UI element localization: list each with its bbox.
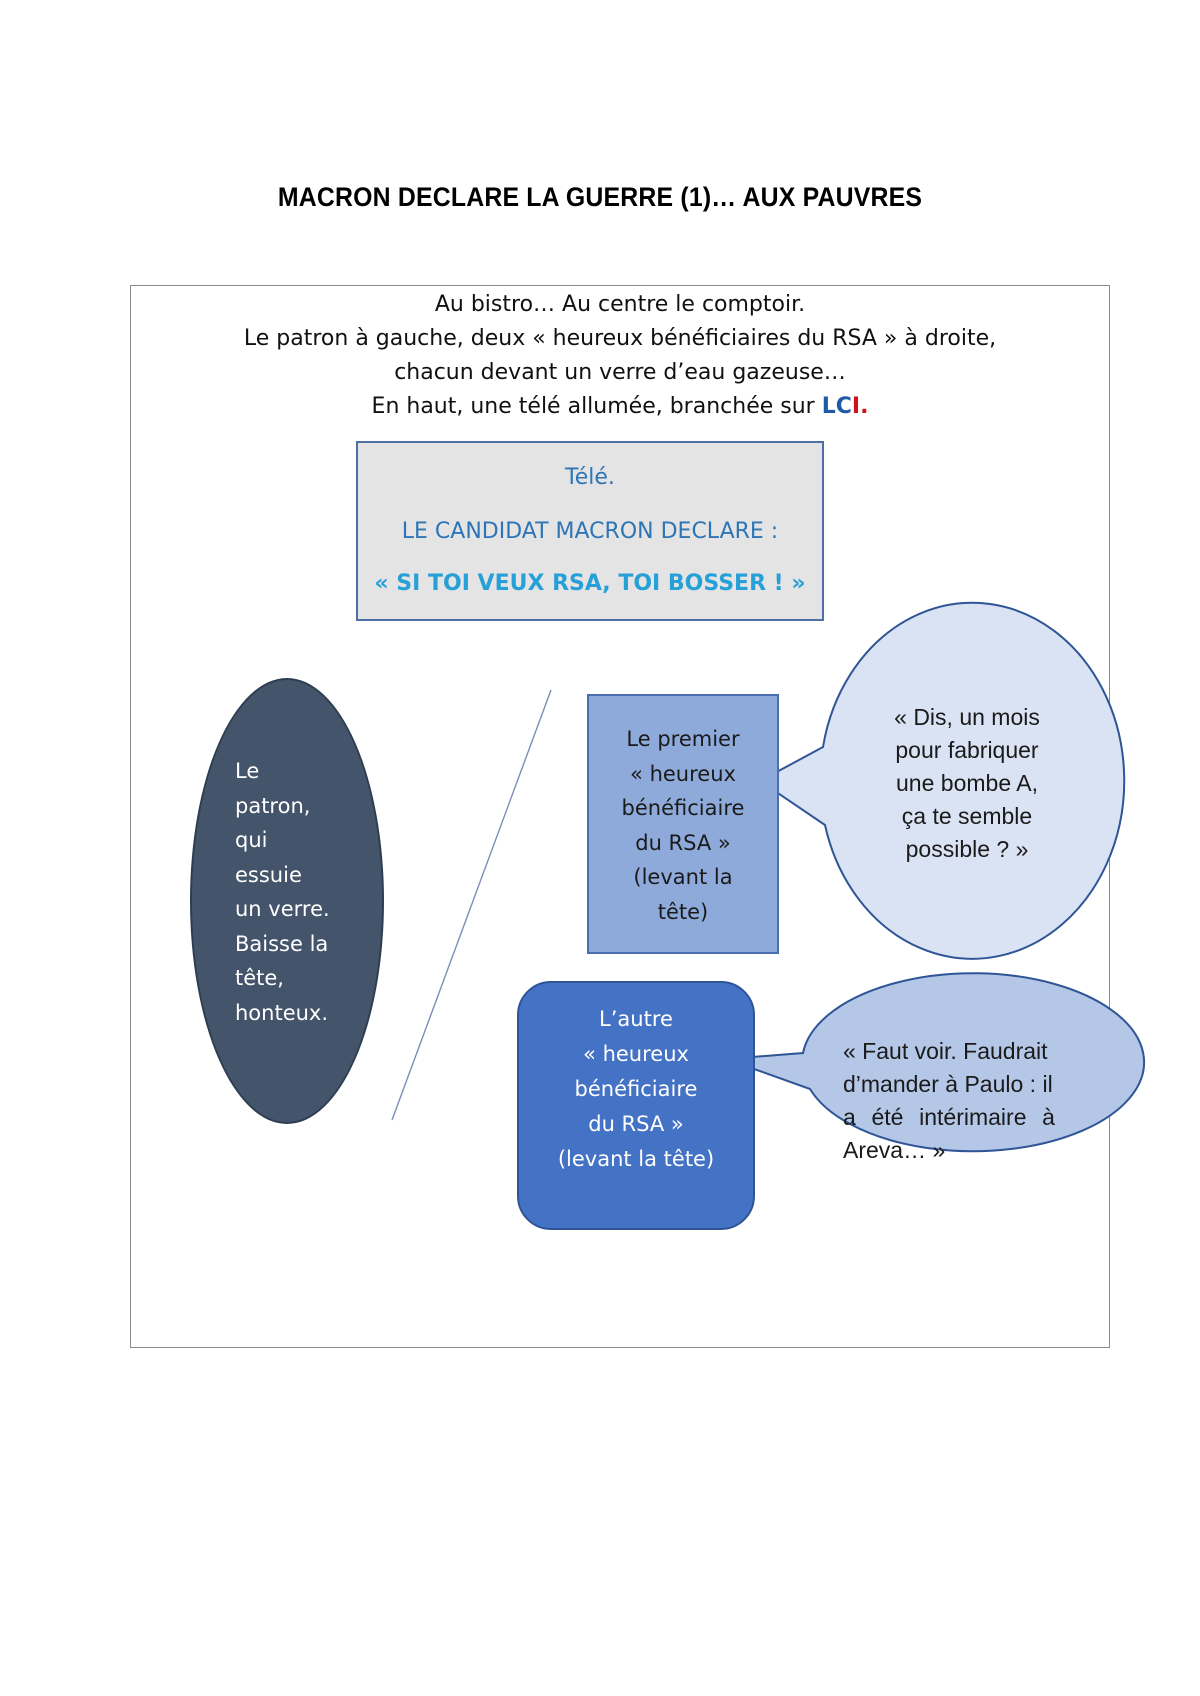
premier-line: Le premier	[626, 727, 740, 751]
bubble-2-word: intérimaire	[919, 1104, 1027, 1130]
patron-line: tête,	[235, 966, 284, 990]
autre-line: (levant la tête)	[557, 1147, 715, 1171]
bubble-1-line: « Dis, un mois	[894, 704, 1040, 730]
page-title: MACRON DECLARE LA GUERRE (1)… AUX PAUVRES	[277, 182, 923, 212]
lci-logo-dot: .	[860, 394, 869, 419]
tv-label: Télé.	[565, 465, 615, 490]
intro-line-3: chacun devant un verre d’eau gazeuse…	[394, 360, 846, 385]
premier-line: tête)	[657, 899, 709, 924]
premier-line: « heureux	[630, 761, 736, 786]
bubble-1-line: ça te semble	[901, 803, 1033, 829]
tv-quote: « SI TOI VEUX RSA, TOI BOSSER ! »	[374, 571, 806, 596]
patron-line: essuie	[235, 862, 302, 887]
patron-line: honteux.	[235, 1000, 329, 1025]
lci-logo-c: C	[835, 394, 852, 419]
autre-text	[517, 1002, 755, 1177]
patron-line: Baisse la	[235, 931, 329, 956]
bubble-1-text	[862, 701, 1072, 866]
bubble-1-line: pour fabriquer	[895, 737, 1039, 763]
intro-line-2: Le patron à gauche, deux « heureux bénéficiaires du RSA » à droite,	[243, 326, 997, 351]
bubble-2-line-2-text: d’mander à Paulo : il	[843, 1071, 1053, 1097]
bubble-2-line-2	[843, 1068, 1055, 1101]
premier-line: (levant la	[633, 865, 733, 889]
bubble-2-word: a	[843, 1104, 856, 1130]
tv-announcement: LE CANDIDAT MACRON DECLARE :	[401, 519, 779, 544]
bubble-1-line: une bombe A,	[896, 770, 1038, 796]
bubble-2-word: été	[871, 1104, 904, 1130]
bubble-2-line-4: Areva… »	[843, 1137, 946, 1163]
bubble-2-text	[843, 1035, 1055, 1167]
bubble-2-word: à	[1042, 1104, 1055, 1130]
bubble-2-line-1	[843, 1035, 1055, 1068]
lci-logo-i: I	[851, 394, 861, 419]
premier-line: bénéficiaire	[621, 796, 745, 820]
patron-line: un verre.	[235, 897, 330, 921]
intro-line-4-text: En haut, une télé allumée, branchée sur	[371, 394, 822, 419]
autre-line: du RSA »	[588, 1112, 684, 1136]
bubble-1-line: possible ? »	[905, 836, 1029, 862]
patron-text	[235, 754, 385, 1030]
lci-logo-l: L	[821, 394, 836, 419]
intro-line-1: Au bistro… Au centre le comptoir.	[434, 292, 806, 317]
bubble-2-line-1-text: « Faut voir. Faudrait	[843, 1038, 1048, 1064]
premier-text	[587, 722, 779, 929]
patron-line: qui	[235, 828, 268, 852]
autre-line: bénéficiaire	[574, 1077, 698, 1101]
autre-line: « heureux	[583, 1042, 689, 1066]
patron-line: Le	[235, 759, 260, 783]
premier-line: du RSA »	[635, 830, 731, 855]
patron-line: patron,	[235, 793, 311, 818]
autre-line: L’autre	[599, 1007, 673, 1031]
bubble-2-line-3	[843, 1101, 1055, 1134]
